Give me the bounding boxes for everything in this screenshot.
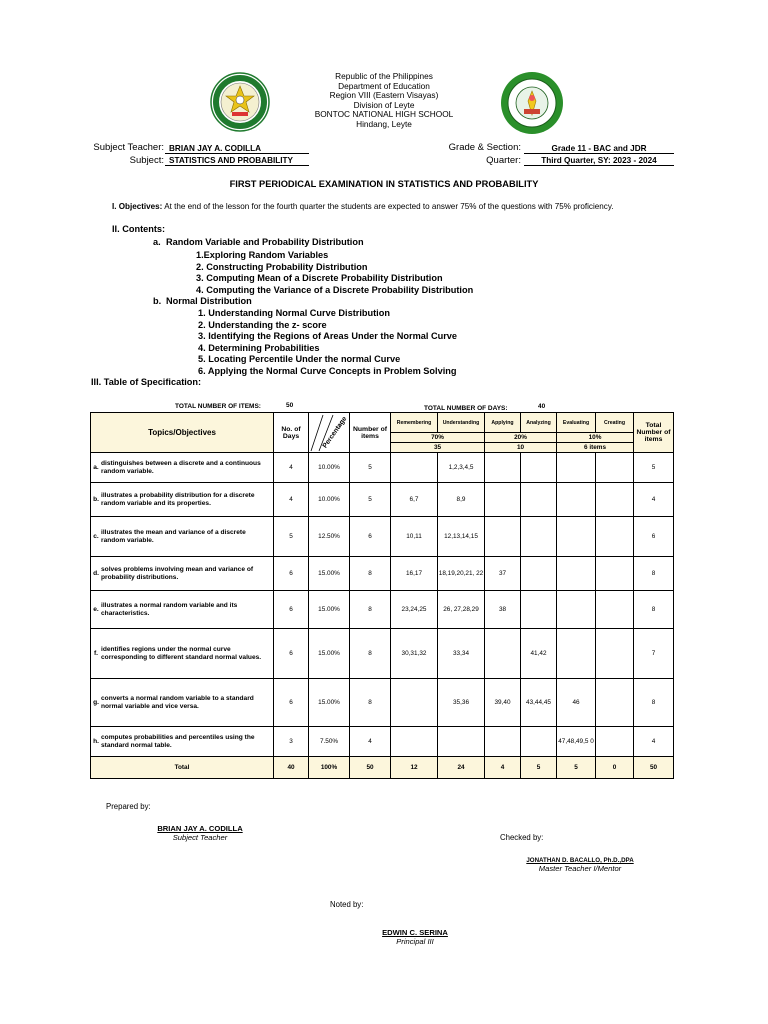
percentage-cell: 7.50% xyxy=(309,727,350,757)
remembering-cell xyxy=(391,453,438,483)
row-total-cell: 8 xyxy=(634,679,674,727)
total-items: 50 xyxy=(350,757,391,779)
table-row xyxy=(91,453,674,483)
items-cell: 4 xyxy=(350,727,391,757)
total-days-value: 40 xyxy=(538,403,546,410)
checked-signature xyxy=(505,857,655,873)
remembering-cell: 6,7 xyxy=(391,483,438,517)
header-total: Total Number of items xyxy=(634,413,674,453)
group-higher-pct: 10% xyxy=(557,433,634,443)
group-middle-pct: 20% xyxy=(485,433,557,443)
row-total-cell: 8 xyxy=(634,591,674,629)
table-row xyxy=(91,591,674,629)
percentage-cell: 12.50% xyxy=(309,517,350,557)
total-remembering: 12 xyxy=(391,757,438,779)
total-days: 40 xyxy=(274,757,309,779)
header-topics: Topics/Objectives xyxy=(91,413,274,453)
analyzing-cell: 41,42 xyxy=(521,629,557,679)
topic-text: illustrates the mean and variance of a discrete random variable. xyxy=(101,529,246,544)
applying-cell: 38 xyxy=(485,591,521,629)
contents-a-item: 3. Computing Mean of a Discrete Probability Distribution xyxy=(196,273,443,283)
analyzing-cell xyxy=(521,727,557,757)
creating-cell xyxy=(596,629,634,679)
header-line: Region VIII (Eastern Visayas) xyxy=(329,90,439,101)
total-applying: 4 xyxy=(485,757,521,779)
table-row xyxy=(91,727,674,757)
contents-a-item: 2. Constructing Probability Distribution xyxy=(196,262,368,272)
days-cell: 6 xyxy=(274,679,309,727)
days-cell: 4 xyxy=(274,483,309,517)
topic-text: solves problems involving mean and variance of probability distributions. xyxy=(101,566,254,581)
row-total-cell: 6 xyxy=(634,517,674,557)
evaluating-cell xyxy=(557,591,596,629)
header-line: Republic of the Philippines xyxy=(335,71,433,81)
topic-letter: f. xyxy=(93,649,99,657)
creating-cell xyxy=(596,517,634,557)
total-days-label: TOTAL NUMBER OF DAYS: xyxy=(424,405,508,412)
days-cell: 5 xyxy=(274,517,309,557)
subject-label: Subject: xyxy=(129,155,164,166)
topic-cell xyxy=(91,629,274,679)
total-percentage: 100% xyxy=(309,757,350,779)
row-total-cell: 7 xyxy=(634,629,674,679)
row-total-cell: 5 xyxy=(634,453,674,483)
contents-b-item: 4. Determining Probabilities xyxy=(198,343,320,353)
header-applying: Applying xyxy=(485,413,521,433)
items-cell: 6 xyxy=(350,517,391,557)
header-evaluating: Evaluating xyxy=(557,413,596,433)
teacher-value: BRIAN JAY A. CODILLA xyxy=(165,144,309,154)
evaluating-cell: 47,48,49,5 0 xyxy=(557,727,596,757)
topic-letter: g. xyxy=(93,698,99,706)
objectives-label: I. Objectives: xyxy=(112,202,163,211)
topic-text: illustrates a normal random variable and its characteristics. xyxy=(101,602,238,617)
header-understanding: Understanding xyxy=(438,413,485,433)
evaluating-cell: 46 xyxy=(557,679,596,727)
topic-letter: b. xyxy=(93,495,99,503)
total-row xyxy=(91,757,674,779)
creating-cell xyxy=(596,591,634,629)
understanding-cell: 1,2,3,4,5 xyxy=(438,453,485,483)
topic-cell xyxy=(91,483,274,517)
percentage-cell: 10.00% xyxy=(309,453,350,483)
days-cell: 6 xyxy=(274,591,309,629)
analyzing-cell xyxy=(521,483,557,517)
topic-letter: e. xyxy=(93,605,99,613)
prepared-label: Prepared by: xyxy=(106,802,151,811)
header-items: Number of items xyxy=(350,413,391,453)
total-understanding: 24 xyxy=(438,757,485,779)
contents-b-item: 5. Locating Percentile Under the normal Curve xyxy=(198,354,401,364)
table-row xyxy=(91,629,674,679)
items-cell: 8 xyxy=(350,591,391,629)
contents-a-item: 4. Computing the Variance of a Discrete Probability Distribution xyxy=(196,285,474,295)
topic-cell xyxy=(91,557,274,591)
contents-b-item: 6. Applying the Normal Curve Concepts in Problem Solving xyxy=(198,366,457,376)
days-cell: 3 xyxy=(274,727,309,757)
noted-signature xyxy=(340,928,490,946)
evaluating-cell xyxy=(557,557,596,591)
evaluating-cell xyxy=(557,629,596,679)
quarter-value: Third Quarter, SY: 2023 - 2024 xyxy=(524,156,674,166)
applying-cell xyxy=(485,629,521,679)
total-evaluating: 5 xyxy=(557,757,596,779)
row-total-cell: 8 xyxy=(634,557,674,591)
contents-b-item: 3. Identifying the Regions of Areas Under the Normal Curve xyxy=(198,331,457,341)
tos-label: III. Table of Specification: xyxy=(91,377,202,387)
table-row xyxy=(91,679,674,727)
applying-cell xyxy=(485,727,521,757)
creating-cell xyxy=(596,453,634,483)
evaluating-cell xyxy=(557,517,596,557)
total-items-value: 50 xyxy=(286,402,294,409)
applying-cell xyxy=(485,483,521,517)
group-higher-items: 6 items xyxy=(557,443,634,453)
understanding-cell: 26, 27,28,29 xyxy=(438,591,485,629)
header-line: Division of Leyte xyxy=(353,99,415,110)
understanding-cell: 8,9 xyxy=(438,483,485,517)
topic-letter: h. xyxy=(93,737,99,745)
header-days: No. of Days xyxy=(274,413,309,453)
total-items-label: TOTAL NUMBER OF ITEMS: xyxy=(175,403,261,410)
remembering-cell xyxy=(391,727,438,757)
contents-a-item: 1.Exploring Random Variables xyxy=(196,250,329,260)
percentage-cell: 10.00% xyxy=(309,483,350,517)
evaluating-cell xyxy=(557,453,596,483)
table-row xyxy=(91,483,674,517)
percentage-cell: 15.00% xyxy=(309,629,350,679)
prepared-signature xyxy=(130,824,270,842)
subject-value: STATISTICS AND PROBABILITY xyxy=(165,156,309,166)
items-cell: 5 xyxy=(350,483,391,517)
items-cell: 5 xyxy=(350,453,391,483)
prepared-name: BRIAN JAY A. CODILLA xyxy=(157,824,243,833)
grade-value: Grade 11 - BAC and JDR xyxy=(524,144,674,154)
analyzing-cell xyxy=(521,517,557,557)
objectives xyxy=(112,202,614,211)
topic-cell xyxy=(91,517,274,557)
items-cell: 8 xyxy=(350,679,391,727)
noted-name: EDWIN C. SERINA xyxy=(382,928,448,937)
understanding-cell: 35,36 xyxy=(438,679,485,727)
topic-letter: a. xyxy=(93,463,99,471)
days-cell: 4 xyxy=(274,453,309,483)
grand-total: 50 xyxy=(634,757,674,779)
noted-position: Principal III xyxy=(396,937,434,946)
creating-cell xyxy=(596,483,634,517)
creating-cell xyxy=(596,557,634,591)
school-header xyxy=(0,72,768,130)
analyzing-cell xyxy=(521,557,557,591)
header-creating: Creating xyxy=(596,413,634,433)
topic-letter: d. xyxy=(93,569,99,577)
total-analyzing: 5 xyxy=(521,757,557,779)
applying-cell: 39,40 xyxy=(485,679,521,727)
applying-cell xyxy=(485,453,521,483)
remembering-cell xyxy=(391,679,438,727)
header-percentage xyxy=(309,413,350,453)
header-remembering: Remembering xyxy=(391,413,438,433)
group-middle-items: 10 xyxy=(485,443,557,453)
remembering-cell: 23,24,25 xyxy=(391,591,438,629)
topic-cell xyxy=(91,453,274,483)
row-total-cell: 4 xyxy=(634,727,674,757)
topic-text: illustrates a probability distribution for a discrete random variable and its properties. xyxy=(101,492,255,507)
objectives-text: At the end of the lesson for the fourth quarter the students are expected to answer 75% of the questions with 75% proficiency. xyxy=(164,202,614,211)
topic-cell xyxy=(91,679,274,727)
items-cell: 8 xyxy=(350,629,391,679)
remembering-cell: 16,17 xyxy=(391,557,438,591)
topic-cell xyxy=(91,591,274,629)
contents-label: II. Contents: xyxy=(112,224,166,234)
topic-text: distinguishes between a discrete and a continuous random variable. xyxy=(101,460,261,475)
checked-position: Master Teacher I/Mentor xyxy=(538,864,622,873)
checked-label: Checked by: xyxy=(500,833,544,842)
analyzing-cell xyxy=(521,591,557,629)
teacher-label: Subject Teacher: xyxy=(93,142,164,153)
header-analyzing: Analyzing xyxy=(521,413,557,433)
total-label: Total xyxy=(91,757,274,779)
remembering-cell: 10,11 xyxy=(391,517,438,557)
days-cell: 6 xyxy=(274,557,309,591)
percentage-cell: 15.00% xyxy=(309,557,350,591)
understanding-cell: 18,19,20,21, 22 xyxy=(438,557,485,591)
contents-a-letter: a. xyxy=(153,237,161,247)
analyzing-cell: 43,44,45 xyxy=(521,679,557,727)
contents-b-letter: b. xyxy=(153,296,162,306)
group-lower-items: 35 xyxy=(391,443,485,453)
table-of-specification xyxy=(90,412,674,779)
applying-cell: 37 xyxy=(485,557,521,591)
understanding-cell: 12,13,14,15 xyxy=(438,517,485,557)
header-percentage-text: Percentage xyxy=(321,415,349,450)
analyzing-cell xyxy=(521,453,557,483)
total-creating: 0 xyxy=(596,757,634,779)
topic-letter: c. xyxy=(93,532,99,540)
contents-b-item: 2. Understanding the z- score xyxy=(198,320,327,330)
contents-a-title: Random Variable and Probability Distribution xyxy=(166,237,364,247)
evaluating-cell xyxy=(557,483,596,517)
quarter-label: Quarter: xyxy=(486,155,521,166)
header-line: Department of Education xyxy=(338,80,430,91)
applying-cell xyxy=(485,517,521,557)
noted-label: Noted by: xyxy=(330,900,364,909)
topic-text: identifies regions under the normal curve corresponding to different standard normal values. xyxy=(101,646,262,661)
header-line: Hindang, Leyte xyxy=(356,118,412,129)
header-line: BONTOC NATIONAL HIGH SCHOOL xyxy=(314,109,454,120)
contents-b-title: Normal Distribution xyxy=(166,296,252,306)
topic-cell xyxy=(91,727,274,757)
checked-name: JONATHAN D. BACALLO, Ph.D.,DPA xyxy=(526,857,634,864)
grade-label: Grade & Section: xyxy=(448,142,521,153)
understanding-cell xyxy=(438,727,485,757)
page-title: FIRST PERIODICAL EXAMINATION IN STATISTICS AND PROBABILITY xyxy=(229,179,539,189)
creating-cell xyxy=(596,727,634,757)
days-cell: 6 xyxy=(274,629,309,679)
prepared-position: Subject Teacher xyxy=(172,833,228,842)
table-row xyxy=(91,517,674,557)
contents-b-item: 1. Understanding Normal Curve Distribution xyxy=(198,308,390,318)
table-row xyxy=(91,557,674,591)
topic-text: computes probabilities and percentiles using the standard normal table. xyxy=(101,734,255,749)
creating-cell xyxy=(596,679,634,727)
group-lower-pct: 70% xyxy=(391,433,485,443)
topic-text: converts a normal random variable to a standard normal variable and vice versa. xyxy=(101,695,254,710)
remembering-cell: 30,31,32 xyxy=(391,629,438,679)
row-total-cell: 4 xyxy=(634,483,674,517)
percentage-cell: 15.00% xyxy=(309,591,350,629)
percentage-cell: 15.00% xyxy=(309,679,350,727)
items-cell: 8 xyxy=(350,557,391,591)
understanding-cell: 33,34 xyxy=(438,629,485,679)
